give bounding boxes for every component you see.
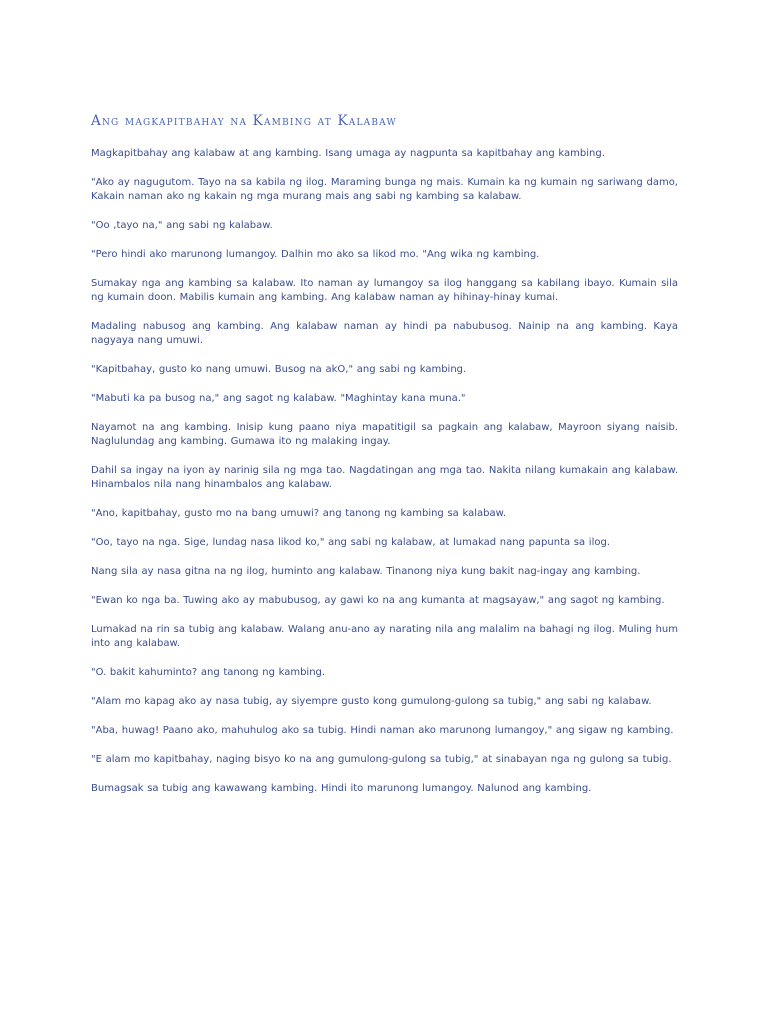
story-paragraph: Nayamot na ang kambing. Inisip kung paano niya mapatitigil sa pagkain ang kalabaw, Mayroon siyang naisib. Naglulundag ang kambing. Gumawa ito ng malaking ingay.: [91, 422, 678, 447]
story-paragraph: "Aba, huwag! Paano ako, mahuhulog ako sa tubig. Hindi naman ako marunong lumangoy," ang sigaw ng kambing.: [91, 725, 674, 736]
story-paragraph: Magkapitbahay ang kalabaw at ang kambing. Isang umaga ay nagpunta sa kapitbahay ang kambing.: [91, 148, 605, 159]
story-paragraph: "Alam mo kapag ako ay nasa tubig, ay siyempre gusto kong gumulong-gulong sa tubig," ang sabi ng kalabaw.: [91, 696, 652, 707]
story-paragraph: Bumagsak sa tubig ang kawawang kambing. Hindi ito marunong lumangoy. Nalunod ang kambing.: [91, 783, 592, 794]
story-paragraph: "Ako ay nagugutom. Tayo na sa kabila ng ilog. Maraming bunga ng mais. Kumain ka ng kumain ng sariwang damo, Kakain naman ako ng kakain ng mga murang mais ang sabi ng kambing sa kalabaw.: [91, 177, 678, 202]
story-paragraph: Madaling nabusog ang kambing. Ang kalabaw naman ay hindi pa nabubusog. Nainip na ang kambing. Kaya nagyaya nang umuwi.: [91, 321, 678, 346]
story-paragraph: "Ewan ko nga ba. Tuwing ako ay mabubusog, ay gawi ko na ang kumanta at magsayaw," ang sagot ng kambing.: [91, 595, 665, 606]
story-paragraph: Nang sila ay nasa gitna na ng ilog, huminto ang kalabaw. Tinanong niya kung bakit nag-ingay ang kambing.: [91, 566, 641, 577]
story-paragraph: "Oo, tayo na nga. Sige, lundag nasa likod ko," ang sabi ng kalabaw, at lumakad nang papunta sa ilog.: [91, 537, 611, 548]
story-paragraph: Dahil sa ingay na iyon ay narinig sila ng mga tao. Nagdatingan ang mga tao. Nakita nilang kumakain ang kalabaw. Hinambalos nila nang hinambalos ang kalabaw.: [91, 465, 678, 490]
story-paragraph: Lumakad na rin sa tubig ang kalabaw. Walang anu-ano ay narating nila ang malalim na bahagi ng ilog. Muling hum into ang kalabaw.: [91, 624, 678, 649]
story-paragraph: "Mabuti ka pa busog na," ang sagot ng kalabaw. "Maghintay kana muna.": [91, 393, 466, 404]
document-page: [91, 112, 678, 811]
story-paragraph: Sumakay nga ang kambing sa kalabaw. Ito naman ay lumangoy sa ilog hanggang sa kabilang ibayo. Kumain sila ng kumain doon. Mabilis kumain ang kambing. Ang kalabaw naman ay hihinay-hinay kumai.: [91, 278, 678, 303]
story-paragraph: "E alam mo kapitbahay, naging bisyo ko na ang gumulong-gulong sa tubig," at sinabayan nga ng gulong sa tubig.: [91, 754, 672, 765]
document-title: Ang magkapitbahay na Kambing at Kalabaw: [91, 113, 397, 129]
story-paragraph: "Oo ,tayo na," ang sabi ng kalabaw.: [91, 220, 273, 231]
story-paragraph: "Kapitbahay, gusto ko nang umuwi. Busog na akO," ang sabi ng kambing.: [91, 364, 467, 375]
story-paragraph: "O. bakit kahuminto? ang tanong ng kambing.: [91, 667, 326, 678]
story-paragraph: "Pero hindi ako marunong lumangoy. Dalhin mo ako sa likod mo. "Ang wika ng kambing.: [91, 249, 540, 260]
story-paragraph: "Ano, kapitbahay, gusto mo na bang umuwi? ang tanong ng kambing sa kalabaw.: [91, 508, 507, 519]
story-body: [91, 147, 678, 796]
